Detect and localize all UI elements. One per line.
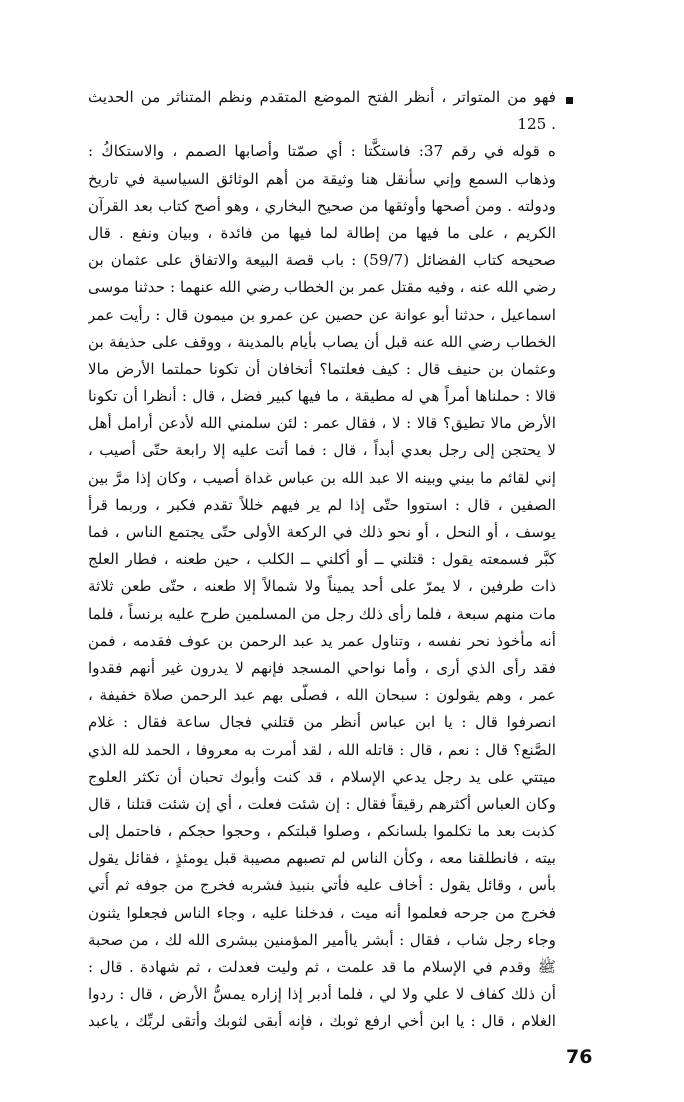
text-line: أن ذلك كفاف لا علي ولا لي ، فلما أدبر إذا إزاره يمسُّ الأرض ، قال : ردوا	[88, 985, 556, 1004]
text-line: صحيحه كتاب الفضائل (59/7) : باب قصة البيعة والاتفاق على عثمان بن	[88, 251, 556, 270]
text-line: اسماعيل ، حدثنا أبو عوانة عن حصين عن عمرو بن ميمون قال : رأيت عمر	[88, 305, 556, 324]
text-line: عمر ، وهم يقولون : سبحان الله ، فصلّى بهم عبد الرحمن صلاة خفيفة ،	[88, 686, 556, 705]
text-line: كبَّر فسمعته يقول : قتلني ــ أو أكلني ــ الكلب ، حين طعنه ، فطار العلج	[88, 550, 556, 569]
text-line: وذهاب السمع وإني سأنقل هنا وثيقة من أهم الوثائق السياسية في تاريخ	[88, 169, 556, 188]
main-text-block	[88, 84, 556, 1036]
text-line: وجاء رجل شاب ، فقال : أبشر ياأمير المؤمنين ببشرى الله لك ، من صحبة	[88, 930, 556, 949]
text-line: ﷺ وقدم في الإسلام ما قد علمت ، ثم وليت فعدلت ، ثم شهادة . قال :	[88, 958, 556, 976]
text-line: بأس ، وقائل يقول : أخاف عليه فأتي بنبيذ فشربه فخرج من جوفه ثم أُتي	[88, 876, 556, 895]
text-line: . 125	[517, 115, 556, 134]
text-line: فخرج من جرحه فعلموا أنه ميت ، فدخلنا عليه ، وجاء الناس فجعلوا يثنون	[88, 903, 556, 922]
text-line: الخطاب رضي الله عنه قبل أن يصاب بأيام بالمدينة ، ووقف على حذيفة بن	[88, 332, 556, 351]
text-line: الغلام ، قال : يا ابن أخي ارفع ثوبك ، فإنه أبقى لثوبك وأتقى لربِّك ، ياعبد	[88, 1012, 556, 1031]
text-line: ميتتي على يد رجل يدعي الإسلام ، قد كنت وأبوك تحبان أن تكثر العلوج	[88, 767, 556, 786]
text-line: يوسف ، أو النحل ، أو نحو ذلك في الركعة الأولى حتّى يجتمع الناس ، فما	[88, 523, 556, 541]
text-line: الصَّنع؟ قال : نعم ، قال : قاتله الله ، لقد أمرت به معروفا ، الحمد لله الذي	[88, 740, 556, 759]
text-line: ذات طرفين ، لا يمرّ على أحد يميناً ولا شمالاً إلا طعنه ، حتّى طعن ثلاثة	[88, 577, 556, 596]
text-line: رضي الله عنه ، وفيه مقتل عمر بن الخطاب رضي الله عنهما : حدثنا موسى	[88, 278, 556, 297]
text-line: ودولته . ومن أصحها وأوثقها من صحيح البخاري ، وهو أصح كتاب بعد القرآن	[88, 196, 556, 215]
text-line: فقد رأى الذي أرى ، وأما نواحي المسجد فإنهم لا يدرون غير أنهم فقدوا	[88, 658, 556, 677]
text-line: انصرفوا قال : يا ابن عباس أنظر من قتلني فجال ساعة فقال : غلام	[88, 713, 556, 732]
text-line: كذبت بعد ما تكلموا بلسانكم ، وصلوا قبلتكم ، وحجوا حجكم ، فاحتمل إلى	[88, 822, 556, 841]
text-line: الأرض مالا تطيق؟ قالا : لا ، فقال عمر : لئن سلمني الله لأدعن أرامل أهل	[88, 414, 556, 433]
text-line: قالا : حملناها أمراً هي له مطيقة ، ما فيها كبير فضل ، قال : أنظرا أن تكونا	[88, 387, 556, 406]
text-line: أنه مأخوذ نحر نفسه ، وتناول عمر يد عبد الرحمن بن عوف فقدمه ، فمن	[88, 631, 556, 650]
text-line: الكريم ، على ما فيها من إطالة لما فيها من فائدة ، وبيان ونفع . قال	[88, 223, 556, 242]
text-line: وعثمان بن حنيف قال : كيف فعلتما؟ أتخافان أن تكونا حملتما الأرض مالا	[88, 359, 556, 378]
text-line: الصفين ، قال : استووا حتّى إذا لم ير فيهم خللاً تقدم فكبر ، وربما قرأ	[88, 495, 556, 514]
text-line: مات منهم سبعة ، فلما رأى ذلك رجل من المسلمين طرح عليه برنساً ، فلما	[88, 604, 556, 623]
page-number: 76	[566, 1046, 593, 1068]
text-line: وكان العباس أكثرهم رقيقاً فقال : إن شئت فعلت ، أي إن شئت قتلنا ، قال	[88, 794, 556, 813]
text-line: ه قوله في رقم 37: فاستكَّتا : أي صمّتا وأصابها الصمم ، والاستكاكُ :	[88, 142, 556, 161]
text-line: لا يحتجن إلى رجل بعدي أبداً ، قال : فما أتت عليه إلا رابعة حتّى أصيب ،	[88, 441, 556, 460]
text-line: فهو من المتواتر ، أنظر الفتح الموضع المتقدم ونظم المتناثر من الحديث	[88, 88, 556, 106]
footnote-marker	[566, 97, 573, 104]
text-line: بيته ، فانطلقنا معه ، وكأن الناس لم تصبهم مصيبة قبل يومئذٍ ، فقائل يقول	[88, 849, 556, 868]
text-line: إني لقائم ما بيني وبينه الا عبد الله بن عباس غداة أصيب ، وكان إذا مرَّ بين	[88, 468, 556, 487]
